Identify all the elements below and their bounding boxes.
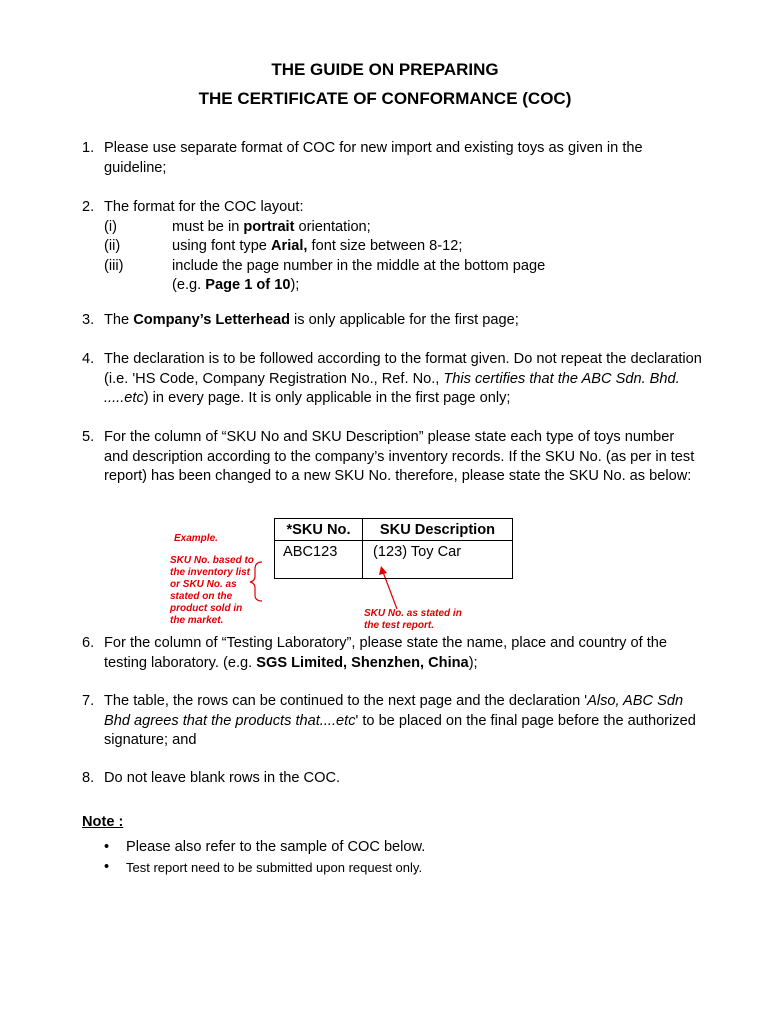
list-item-text: For the column of “Testing Laboratory”, please state the name, place and country of the testing laboratory. (e.g. SGS Limited, Shenzhen, China);: [104, 635, 667, 671]
list-item-number: 1.: [82, 140, 95, 156]
sub-item-number: (ii): [104, 238, 121, 254]
sub-item-text: using font type Arial, font size between 8-12;: [172, 238, 463, 254]
left-annotation: SKU No. based to the inventory list or SKU No. as stated on the product sold in the market.: [170, 555, 254, 626]
sku-example-table: [274, 518, 513, 579]
document-title-line2: THE CERTIFICATE OF CONFORMANCE (COC): [198, 89, 572, 108]
table-cell-sku: ABC123: [275, 541, 363, 579]
list-item-text: Please use separate format of COC for new import and existing toys as given in the guideline;: [104, 140, 643, 176]
note-heading: Note :: [82, 814, 124, 830]
list-item-number: 8.: [82, 770, 95, 786]
bullet-icon: •: [104, 859, 110, 875]
curly-brace-icon: [250, 562, 262, 601]
list-item-number: 6.: [82, 635, 95, 651]
list-item-text: The declaration is to be followed according to the format given. Do not repeat the declaration (i.e. 'HS Code, Company Registration No., Ref. No., This certifies that the ABC Sdn. Bhd. .....etc) in every page. It is only applicable in the first page only;: [104, 351, 702, 406]
sub-item-text: include the page number in the middle at the bottom page: [172, 257, 546, 274]
table-header-sku: *SKU No.: [275, 519, 363, 541]
list-item-number: 7.: [82, 693, 95, 709]
list-item-6: [82, 634, 702, 673]
list-item-text: Do not leave blank rows in the COC.: [104, 770, 341, 786]
list-item-number: 3.: [82, 312, 95, 328]
list-item-number: 2.: [82, 199, 95, 215]
example-label: Example.: [174, 533, 218, 544]
bullet-text: Test report need to be submitted upon request only.: [126, 860, 423, 875]
sub-item-number: (i): [104, 218, 117, 235]
table-cell-description: (123) Toy Car: [363, 541, 513, 579]
list-item-7: [82, 692, 702, 751]
sub-item-number: (iii): [104, 257, 124, 274]
list-item-text: The format for the COC layout:: [104, 199, 304, 215]
bullet-text: Please also refer to the sample of COC below.: [126, 839, 426, 855]
right-annotation: SKU No. as stated in the test report.: [364, 608, 462, 631]
document-title-line1: THE GUIDE ON PREPARING: [271, 60, 499, 79]
sub-item-text: must be in portrait orientation;: [172, 218, 371, 235]
table-header-description: SKU Description: [363, 519, 513, 541]
list-item-text: The Company’s Letterhead is only applicable for the first page;: [104, 312, 519, 328]
bullet-icon: •: [104, 839, 110, 855]
list-item-8: [82, 769, 702, 789]
list-item-number: 5.: [82, 429, 95, 445]
list-item-text: The table, the rows can be continued to the next page and the declaration 'Also, ABC Sdn Bhd agrees that the products that....etc' to be placed on the final page before the authorized signature; and: [104, 693, 696, 748]
sub-item-iii-continued: (e.g. Page 1 of 10);: [172, 277, 300, 293]
list-item-number: 4.: [82, 351, 95, 367]
list-item-text: For the column of “SKU No and SKU Description” please state each type of toys number and description according to the company’s inventory records. If the SKU No. (as per in test report) has been changed to a new SKU No. therefore, please state the SKU No. as below:: [104, 429, 695, 484]
